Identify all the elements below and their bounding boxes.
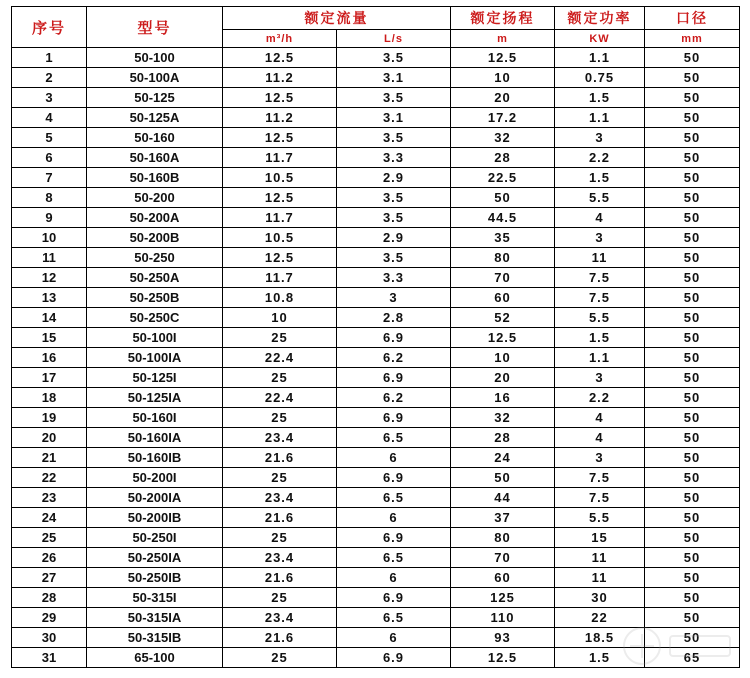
header-diameter: 口径: [645, 7, 740, 30]
cell-head: 12.5: [451, 648, 555, 668]
cell-flow-m3h: 22.4: [223, 348, 337, 368]
cell-head: 32: [451, 408, 555, 428]
cell-head: 32: [451, 128, 555, 148]
cell-power: 7.5: [555, 288, 645, 308]
header-power: 额定功率: [555, 7, 645, 30]
cell-diameter: 50: [645, 148, 740, 168]
cell-model: 50-160IA: [87, 428, 223, 448]
table-row: [12, 608, 740, 628]
cell-flow-m3h: 25: [223, 648, 337, 668]
table-row: [12, 488, 740, 508]
table-row: [12, 288, 740, 308]
cell-flow-m3h: 25: [223, 528, 337, 548]
cell-power: 22: [555, 608, 645, 628]
cell-model: 50-250I: [87, 528, 223, 548]
cell-flow-ls: 3.5: [337, 128, 451, 148]
cell-diameter: 50: [645, 408, 740, 428]
cell-flow-m3h: 25: [223, 328, 337, 348]
cell-diameter: 50: [645, 508, 740, 528]
cell-diameter: 50: [645, 548, 740, 568]
cell-flow-m3h: 22.4: [223, 388, 337, 408]
cell-head: 37: [451, 508, 555, 528]
cell-flow-m3h: 25: [223, 588, 337, 608]
cell-no: 28: [12, 588, 87, 608]
cell-diameter: 50: [645, 608, 740, 628]
cell-model: 50-160I: [87, 408, 223, 428]
cell-power: 1.5: [555, 168, 645, 188]
cell-head: 110: [451, 608, 555, 628]
cell-head: 50: [451, 468, 555, 488]
cell-no: 3: [12, 88, 87, 108]
cell-no: 27: [12, 568, 87, 588]
cell-flow-m3h: 12.5: [223, 128, 337, 148]
cell-flow-ls: 3.5: [337, 48, 451, 68]
cell-model: 50-160B: [87, 168, 223, 188]
cell-power: 5.5: [555, 508, 645, 528]
cell-no: 13: [12, 288, 87, 308]
cell-diameter: 50: [645, 308, 740, 328]
cell-model: 50-250IA: [87, 548, 223, 568]
cell-no: 9: [12, 208, 87, 228]
cell-diameter: 50: [645, 528, 740, 548]
cell-model: 50-100A: [87, 68, 223, 88]
table-row: [12, 588, 740, 608]
table-row: [12, 248, 740, 268]
cell-flow-ls: 6.9: [337, 328, 451, 348]
cell-no: 24: [12, 508, 87, 528]
cell-diameter: 50: [645, 388, 740, 408]
cell-flow-ls: 6.5: [337, 428, 451, 448]
unit-diameter: mm: [645, 30, 740, 48]
cell-power: 3: [555, 448, 645, 468]
cell-flow-ls: 6: [337, 508, 451, 528]
cell-power: 3: [555, 228, 645, 248]
cell-no: 16: [12, 348, 87, 368]
table-row: [12, 408, 740, 428]
cell-flow-ls: 6.9: [337, 468, 451, 488]
cell-head: 50: [451, 188, 555, 208]
cell-head: 80: [451, 528, 555, 548]
cell-flow-ls: 3.5: [337, 248, 451, 268]
cell-power: 2.2: [555, 148, 645, 168]
cell-diameter: 50: [645, 128, 740, 148]
cell-power: 1.1: [555, 48, 645, 68]
cell-flow-ls: 2.9: [337, 228, 451, 248]
header-head: 额定扬程: [451, 7, 555, 30]
cell-power: 3: [555, 368, 645, 388]
cell-power: 1.1: [555, 108, 645, 128]
cell-model: 50-160A: [87, 148, 223, 168]
header-no: 序号: [12, 7, 87, 48]
table-row: [12, 388, 740, 408]
cell-flow-m3h: 23.4: [223, 428, 337, 448]
cell-model: 50-250C: [87, 308, 223, 328]
cell-model: 50-250: [87, 248, 223, 268]
header-row: [12, 7, 740, 30]
cell-head: 28: [451, 428, 555, 448]
cell-flow-ls: 6: [337, 628, 451, 648]
table-row: [12, 568, 740, 588]
cell-head: 20: [451, 88, 555, 108]
table-row: [12, 68, 740, 88]
cell-head: 16: [451, 388, 555, 408]
cell-model: 50-100I: [87, 328, 223, 348]
cell-model: 50-160IB: [87, 448, 223, 468]
cell-flow-ls: 3: [337, 288, 451, 308]
cell-diameter: 50: [645, 488, 740, 508]
cell-model: 50-200A: [87, 208, 223, 228]
cell-flow-m3h: 10.5: [223, 168, 337, 188]
cell-diameter: 50: [645, 268, 740, 288]
cell-flow-m3h: 21.6: [223, 568, 337, 588]
cell-no: 30: [12, 628, 87, 648]
cell-no: 2: [12, 68, 87, 88]
cell-flow-ls: 3.3: [337, 268, 451, 288]
cell-model: 50-100IA: [87, 348, 223, 368]
cell-diameter: 50: [645, 68, 740, 88]
table-row: [12, 508, 740, 528]
table-row: [12, 368, 740, 388]
cell-model: 50-315I: [87, 588, 223, 608]
cell-diameter: 50: [645, 88, 740, 108]
cell-power: 1.5: [555, 328, 645, 348]
cell-model: 50-250IB: [87, 568, 223, 588]
cell-head: 20: [451, 368, 555, 388]
cell-head: 93: [451, 628, 555, 648]
cell-head: 44.5: [451, 208, 555, 228]
cell-flow-m3h: 11.7: [223, 208, 337, 228]
table-row: [12, 468, 740, 488]
cell-head: 35: [451, 228, 555, 248]
cell-flow-m3h: 23.4: [223, 608, 337, 628]
table-row: [12, 128, 740, 148]
header-flow: 额定流量: [223, 7, 451, 30]
pump-spec-table: [11, 6, 740, 668]
table-row: [12, 428, 740, 448]
cell-diameter: 50: [645, 368, 740, 388]
cell-power: 7.5: [555, 268, 645, 288]
cell-flow-m3h: 12.5: [223, 88, 337, 108]
cell-flow-ls: 6.2: [337, 348, 451, 368]
cell-no: 10: [12, 228, 87, 248]
cell-model: 50-160: [87, 128, 223, 148]
cell-flow-m3h: 25: [223, 408, 337, 428]
cell-diameter: 50: [645, 288, 740, 308]
cell-flow-ls: 6.9: [337, 588, 451, 608]
cell-diameter: 50: [645, 568, 740, 588]
cell-flow-m3h: 10: [223, 308, 337, 328]
cell-head: 70: [451, 548, 555, 568]
cell-no: 22: [12, 468, 87, 488]
cell-diameter: 50: [645, 188, 740, 208]
cell-no: 1: [12, 48, 87, 68]
table-row: [12, 108, 740, 128]
unit-flow-ls: L/s: [337, 30, 451, 48]
cell-flow-m3h: 23.4: [223, 548, 337, 568]
cell-flow-ls: 3.5: [337, 208, 451, 228]
cell-diameter: 50: [645, 228, 740, 248]
cell-head: 60: [451, 568, 555, 588]
cell-power: 30: [555, 588, 645, 608]
cell-head: 70: [451, 268, 555, 288]
table-row: [12, 628, 740, 648]
cell-no: 5: [12, 128, 87, 148]
cell-diameter: 50: [645, 628, 740, 648]
cell-flow-m3h: 21.6: [223, 508, 337, 528]
cell-power: 4: [555, 208, 645, 228]
cell-flow-ls: 6: [337, 568, 451, 588]
cell-flow-m3h: 12.5: [223, 188, 337, 208]
cell-flow-ls: 3.3: [337, 148, 451, 168]
cell-no: 14: [12, 308, 87, 328]
cell-model: 50-315IA: [87, 608, 223, 628]
cell-flow-m3h: 10.5: [223, 228, 337, 248]
cell-head: 24: [451, 448, 555, 468]
cell-flow-m3h: 25: [223, 368, 337, 388]
cell-power: 7.5: [555, 468, 645, 488]
cell-head: 60: [451, 288, 555, 308]
cell-flow-ls: 6.2: [337, 388, 451, 408]
cell-model: 50-125A: [87, 108, 223, 128]
cell-model: 50-250B: [87, 288, 223, 308]
table-row: [12, 168, 740, 188]
table-body: [12, 48, 740, 668]
cell-no: 17: [12, 368, 87, 388]
cell-no: 21: [12, 448, 87, 468]
cell-flow-ls: 3.1: [337, 68, 451, 88]
cell-no: 6: [12, 148, 87, 168]
table-row: [12, 648, 740, 668]
cell-flow-ls: 2.9: [337, 168, 451, 188]
table-row: [12, 208, 740, 228]
cell-head: 52: [451, 308, 555, 328]
cell-power: 1.1: [555, 348, 645, 368]
table-row: [12, 268, 740, 288]
cell-head: 12.5: [451, 328, 555, 348]
cell-power: 4: [555, 408, 645, 428]
cell-flow-ls: 3.5: [337, 88, 451, 108]
cell-diameter: 50: [645, 428, 740, 448]
cell-flow-m3h: 23.4: [223, 488, 337, 508]
cell-head: 12.5: [451, 48, 555, 68]
cell-flow-m3h: 21.6: [223, 448, 337, 468]
cell-no: 31: [12, 648, 87, 668]
cell-power: 3: [555, 128, 645, 148]
cell-model: 50-315IB: [87, 628, 223, 648]
cell-diameter: 65: [645, 648, 740, 668]
cell-power: 11: [555, 248, 645, 268]
cell-head: 44: [451, 488, 555, 508]
cell-diameter: 50: [645, 248, 740, 268]
cell-diameter: 50: [645, 468, 740, 488]
cell-diameter: 50: [645, 108, 740, 128]
cell-no: 25: [12, 528, 87, 548]
cell-model: 50-125IA: [87, 388, 223, 408]
cell-power: 4: [555, 428, 645, 448]
table-row: [12, 88, 740, 108]
cell-model: 50-200I: [87, 468, 223, 488]
cell-flow-ls: 6.9: [337, 528, 451, 548]
cell-flow-m3h: 11.7: [223, 268, 337, 288]
table-row: [12, 528, 740, 548]
cell-head: 10: [451, 348, 555, 368]
cell-diameter: 50: [645, 588, 740, 608]
cell-flow-ls: 6.9: [337, 368, 451, 388]
cell-no: 7: [12, 168, 87, 188]
cell-flow-m3h: 12.5: [223, 248, 337, 268]
cell-flow-ls: 6: [337, 448, 451, 468]
table-row: [12, 448, 740, 468]
cell-power: 11: [555, 548, 645, 568]
cell-power: 11: [555, 568, 645, 588]
cell-diameter: 50: [645, 348, 740, 368]
cell-flow-ls: 6.5: [337, 488, 451, 508]
cell-diameter: 50: [645, 448, 740, 468]
cell-model: 50-200B: [87, 228, 223, 248]
table-row: [12, 308, 740, 328]
table-row: [12, 328, 740, 348]
cell-head: 17.2: [451, 108, 555, 128]
cell-no: 11: [12, 248, 87, 268]
cell-power: 7.5: [555, 488, 645, 508]
cell-model: 50-250A: [87, 268, 223, 288]
cell-model: 50-200IA: [87, 488, 223, 508]
cell-power: 1.5: [555, 648, 645, 668]
cell-flow-m3h: 10.8: [223, 288, 337, 308]
cell-diameter: 50: [645, 48, 740, 68]
cell-model: 50-125: [87, 88, 223, 108]
cell-flow-ls: 6.5: [337, 608, 451, 628]
cell-no: 20: [12, 428, 87, 448]
cell-flow-ls: 6.9: [337, 408, 451, 428]
cell-no: 19: [12, 408, 87, 428]
cell-flow-m3h: 12.5: [223, 48, 337, 68]
unit-head: m: [451, 30, 555, 48]
cell-no: 18: [12, 388, 87, 408]
cell-no: 8: [12, 188, 87, 208]
cell-head: 28: [451, 148, 555, 168]
cell-flow-m3h: 21.6: [223, 628, 337, 648]
cell-power: 2.2: [555, 388, 645, 408]
cell-flow-ls: 2.8: [337, 308, 451, 328]
cell-no: 26: [12, 548, 87, 568]
cell-flow-m3h: 11.2: [223, 68, 337, 88]
table-row: [12, 228, 740, 248]
cell-head: 10: [451, 68, 555, 88]
cell-power: 18.5: [555, 628, 645, 648]
cell-no: 23: [12, 488, 87, 508]
cell-no: 12: [12, 268, 87, 288]
cell-power: 15: [555, 528, 645, 548]
cell-flow-m3h: 11.7: [223, 148, 337, 168]
table-row: [12, 148, 740, 168]
cell-head: 125: [451, 588, 555, 608]
cell-model: 65-100: [87, 648, 223, 668]
cell-no: 4: [12, 108, 87, 128]
cell-model: 50-125I: [87, 368, 223, 388]
unit-power: KW: [555, 30, 645, 48]
unit-flow-m3h: m³/h: [223, 30, 337, 48]
cell-diameter: 50: [645, 328, 740, 348]
cell-model: 50-200IB: [87, 508, 223, 528]
cell-power: 5.5: [555, 188, 645, 208]
header-model: 型号: [87, 7, 223, 48]
cell-power: 0.75: [555, 68, 645, 88]
table-row: [12, 48, 740, 68]
cell-diameter: 50: [645, 208, 740, 228]
cell-no: 15: [12, 328, 87, 348]
table-row: [12, 548, 740, 568]
cell-flow-ls: 3.1: [337, 108, 451, 128]
cell-no: 29: [12, 608, 87, 628]
cell-model: 50-200: [87, 188, 223, 208]
cell-flow-ls: 6.9: [337, 648, 451, 668]
cell-flow-m3h: 25: [223, 468, 337, 488]
table-row: [12, 348, 740, 368]
cell-flow-ls: 6.5: [337, 548, 451, 568]
cell-head: 80: [451, 248, 555, 268]
cell-power: 1.5: [555, 88, 645, 108]
cell-flow-m3h: 11.2: [223, 108, 337, 128]
cell-flow-ls: 3.5: [337, 188, 451, 208]
cell-diameter: 50: [645, 168, 740, 188]
table-row: [12, 188, 740, 208]
cell-power: 5.5: [555, 308, 645, 328]
cell-model: 50-100: [87, 48, 223, 68]
cell-head: 22.5: [451, 168, 555, 188]
